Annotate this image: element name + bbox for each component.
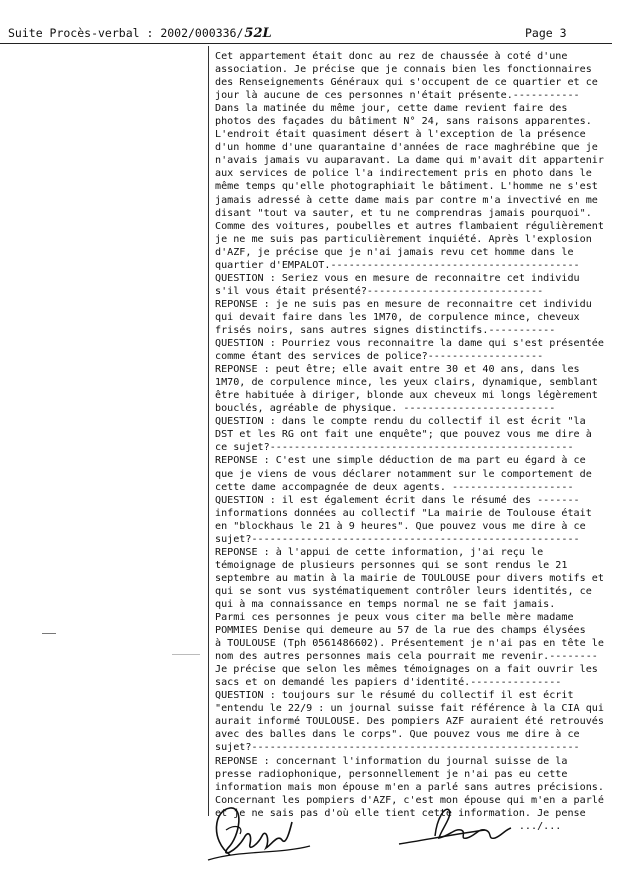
statement-line: sujet?------------------------------------------------------ bbox=[215, 533, 580, 545]
statement-line: informations données au collectif "La mairie de Toulouse était bbox=[215, 507, 592, 519]
page-header bbox=[0, 26, 620, 42]
statement-line: photos des façades du bâtiment N° 24, sans raisons apparentes. bbox=[215, 116, 592, 128]
statement-line: QUESTION : il est également écrit dans le résumé des ------- bbox=[215, 494, 580, 506]
statement-line: sujet?------------------------------------------------------ bbox=[215, 742, 580, 754]
handwritten-case-suffix: 52L bbox=[244, 26, 272, 41]
statement-line: ce sujet?-------------------------------------------------- bbox=[215, 442, 574, 454]
statement-line: presse radiophonique, personnellement je n'ai pas eu cette bbox=[215, 768, 568, 780]
statement-line: association. Je précise que je connais bien les fonctionnaires bbox=[215, 64, 592, 76]
left-margin-line bbox=[208, 46, 209, 816]
header-title: Suite Procès-verbal : 2002/000336/ bbox=[8, 26, 244, 40]
statement-line: QUESTION : toujours sur le résumé du collectif il est écrit bbox=[215, 690, 574, 702]
statement-line: Parmi ces personnes je peux vous citer ma belle mère madame bbox=[215, 612, 574, 624]
statement-line: jour là aucune de ces personnes n'était présente.----------- bbox=[215, 90, 580, 102]
statement-line: "entendu le 22/9 : un journal suisse fait référence à la CIA qui bbox=[215, 703, 604, 715]
statement-line: témoignage de plusieurs personnes qui se sont rendus le 21 bbox=[215, 559, 568, 571]
statement-line: QUESTION : dans le compte rendu du collectif il est écrit "la bbox=[215, 416, 586, 428]
signature-right bbox=[395, 800, 525, 856]
statement-line: en "blockhaus le 21 à 9 heures". Que pouvez vous me dire à ce bbox=[215, 520, 586, 532]
statement-line: sacs et on demandé les papiers d'identité.--------------- bbox=[215, 677, 562, 689]
statement-line: nom des autres personnes mais cela pourrait me revenir.-------- bbox=[215, 651, 598, 663]
statement-line: s'il vous était présenté?----------------------------- bbox=[215, 285, 544, 297]
statement-line: quartier d'EMPALOT.----------------------------------------- bbox=[215, 259, 580, 271]
statement-line: Concernant les pompiers d'AZF, c'est mon épouse qui m'en a parlé bbox=[215, 794, 604, 806]
statement-line: REPONSE : je ne suis pas en mesure de reconnaitre cet individu bbox=[215, 298, 592, 310]
statement-line: comme étant des services de police?------------------- bbox=[215, 351, 544, 363]
statement-line: Comme des voitures, poubelles et autres flambaient régulièrement bbox=[215, 220, 604, 232]
page-number: Page 3 bbox=[525, 26, 567, 40]
statement-line: Je précise que selon les mêmes témoignages on a fait ouvrir les bbox=[215, 664, 598, 676]
statement-line: à TOULOUSE (Tph 0561486602). Présentement je n'ai pas en tête le bbox=[215, 638, 604, 650]
statement-line: .../... bbox=[215, 820, 562, 832]
statement-line: cette dame accompagnée de deux agents. -------------------- bbox=[215, 481, 574, 493]
statement-body bbox=[215, 50, 615, 833]
statement-line: REPONSE : C'est une simple déduction de ma part eu égard à ce bbox=[215, 455, 586, 467]
statement-line: bouclés, agréable de physique. ------------------------- bbox=[215, 403, 556, 415]
statement-line: frisés noirs, sans autres signes distinctifs.----------- bbox=[215, 324, 556, 336]
statement-line: qui devait faire dans les 1M70, de corpulence mince, cheveux bbox=[215, 311, 580, 323]
statement-line: n'avais jamais vu auparavant. La dame qui m'avait dit appartenir bbox=[215, 155, 604, 167]
statement-line: REPONSE : peut être; elle avait entre 30 et 40 ans, dans les bbox=[215, 364, 580, 376]
statement-line: septembre au matin à la mairie de TOULOUSE pour divers motifs et bbox=[215, 572, 604, 584]
statement-line: QUESTION : Seriez vous en mesure de reconnaitre cet individu bbox=[215, 272, 580, 284]
statement-line: DST et les RG ont fait une enquête"; que pouvez vous me dire à bbox=[215, 429, 592, 441]
statement-line: information mais mon épouse m'en a parlé sans autres précisions. bbox=[215, 781, 604, 793]
margin-mark bbox=[42, 633, 56, 634]
statement-line: d'AZF, je précise que je n'ai jamais revu cet homme dans le bbox=[215, 246, 574, 258]
margin-mark bbox=[172, 654, 200, 655]
statement-line: Cet appartement était donc au rez de chaussée à coté d'une bbox=[215, 51, 568, 62]
statement-line: 1M70, de corpulence mince, les yeux clairs, dynamique, semblant bbox=[215, 377, 598, 389]
statement-line: REPONSE : à l'appui de cette information, j'ai reçu le bbox=[215, 546, 544, 558]
statement-line: qui se sont vus systématiquement contrôler leurs identités, ce bbox=[215, 585, 592, 597]
header-title-block bbox=[8, 26, 272, 41]
statement-line: que je viens de vous déclarer notamment sur le comportement de bbox=[215, 468, 592, 480]
statement-line: même temps qu'elle photographiait le bâtiment. L'homme ne s'est bbox=[215, 181, 598, 193]
statement-line: L'endroit était quasiment désert à l'exception de la présence bbox=[215, 129, 586, 141]
statement-line: aux services de police l'a indirectement pris en photo dans le bbox=[215, 168, 592, 180]
statement-line: je ne me suis pas particulièrement inquiété. Après l'explosion bbox=[215, 233, 592, 245]
statement-line: QUESTION : Pourriez vous reconnaitre la dame qui s'est présentée bbox=[215, 338, 604, 350]
statement-line: aurait informé TOULOUSE. Des pompiers AZF auraient été retrouvés bbox=[215, 716, 604, 728]
statement-line: POMMIES Denise qui demeure au 57 de la rue des champs élysées bbox=[215, 625, 586, 637]
statement-line: et je ne sais pas d'où elle tient cette information. Je pense bbox=[215, 807, 586, 819]
statement-line: jamais adressé à cette dame mais par contre m'a invectivé en me bbox=[215, 194, 598, 206]
statement-line: Dans la matinée du même jour, cette dame revient faire des bbox=[215, 103, 568, 115]
statement-line: être habituée à diriger, blonde aux cheveux mi longs légèrement bbox=[215, 390, 598, 402]
signature-left bbox=[200, 800, 350, 872]
statement-line: des Renseignements Généraux qui s'occupent de ce quartier et ce bbox=[215, 77, 598, 89]
statement-line: qui à ma connaissance en temps normal ne se fait jamais. bbox=[215, 598, 556, 610]
header-rule bbox=[0, 43, 612, 44]
statement-line: d'un homme d'une quarantaine d'années de race maghrébine que je bbox=[215, 142, 598, 154]
statement-line: disant "tout va sauter, et tu ne comprendras jamais pourquoi". bbox=[215, 207, 592, 219]
statement-line: REPONSE : concernant l'information du journal suisse de la bbox=[215, 755, 568, 767]
statement-line: avec des balles dans le corps". Que pouvez vous me dire à ce bbox=[215, 729, 580, 741]
